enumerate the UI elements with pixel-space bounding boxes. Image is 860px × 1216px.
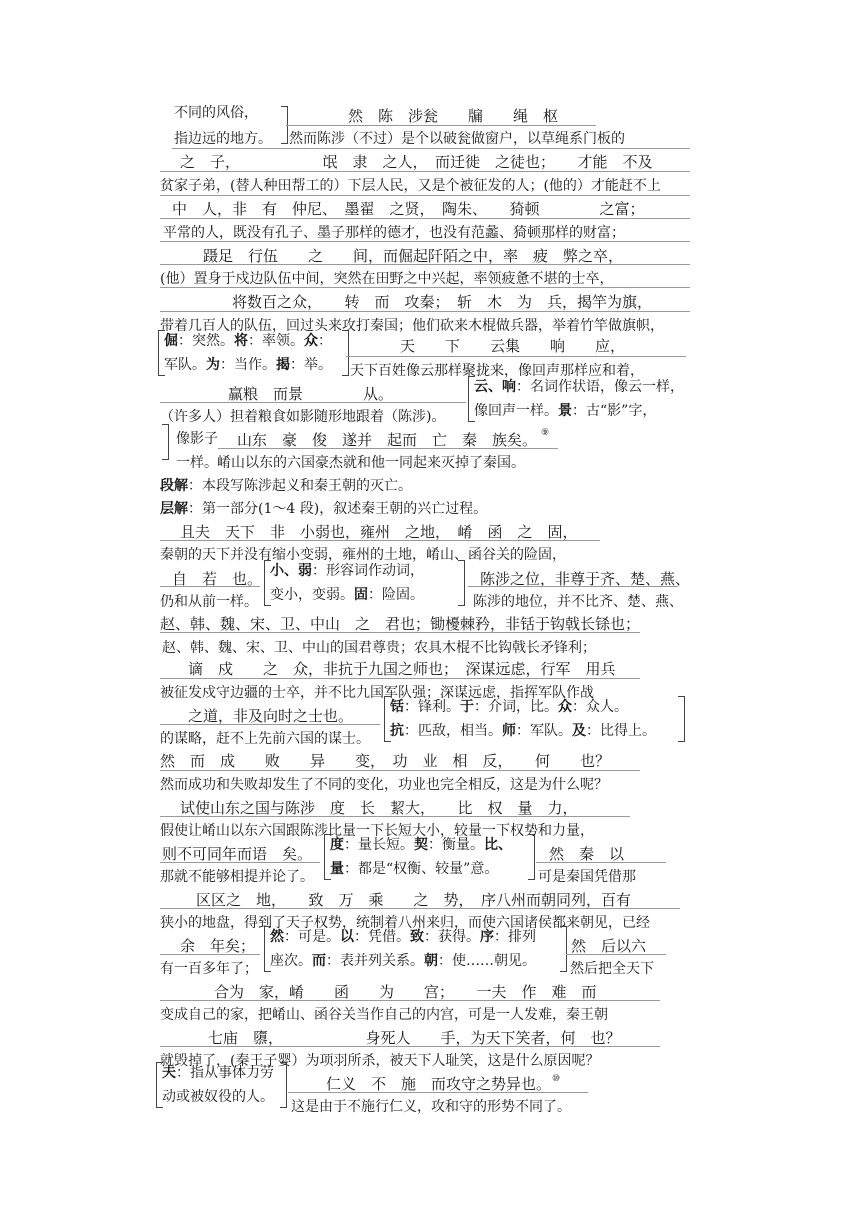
original-text-line: 山东 豪 俊 遂并 起而 亡 秦 族矣。: [237, 431, 538, 449]
translation-line: 层解：第一部分(1～4 段)，叙述秦王朝的兴亡过程。: [160, 501, 488, 517]
note-bracket: [468, 376, 475, 422]
rule: [160, 724, 380, 725]
rule: [160, 402, 466, 403]
annotation-note: 小、弱：形容词作动词，: [270, 563, 424, 579]
note-bracket: [384, 696, 391, 742]
annotation-note: 军队。为：当作。揭：举。: [164, 357, 332, 373]
rule: [286, 125, 596, 126]
translation-line: (他）置身于戍边队伍中间，突然在田野之中兴起，率领疲惫不堪的士卒，: [160, 271, 614, 287]
original-text-line: 合为 家，崤 函 为 宫； 一夫 作 难 而: [214, 983, 597, 1001]
annotation-note: 倔：突然。将：率领。众：: [164, 333, 332, 349]
rule: [160, 218, 690, 219]
annotation-note: 动或被奴役的人。: [162, 1089, 274, 1105]
annotation-note: 抗：匹敌，相当。师：军队。及：比得上。: [390, 723, 656, 739]
translation-line: 像影子: [176, 431, 218, 447]
translation-line: 有一百多年了；: [160, 961, 258, 977]
rule: [160, 264, 690, 265]
rule: [288, 1092, 588, 1093]
translation-line: 带着几百人的队伍，回过头来攻打秦国；他们砍来木棍做兵器，举着竹竿做旗帜，: [160, 318, 664, 334]
translation-line: 陈涉的地位，并不比齐、楚、燕、: [473, 594, 683, 610]
annotation-note: 然：可是。以：凭借。致：获得。序：排列: [270, 929, 536, 945]
original-text-line: 之道，非及向时之士也。: [188, 707, 354, 725]
rule: [172, 148, 690, 149]
translation-line: 天下百姓像云那样聚拢来，像回声那样应和着，: [350, 363, 644, 379]
original-text-line: 之 子， 氓 隶 之人， 而迁徙 之徒也； 才能 不及: [180, 153, 653, 171]
translation-line: 狭小的地盘，得到了天子权势，统制着八州来归，而使六国诸侯都来朝见，已经: [160, 915, 650, 931]
original-text-line: 赢粮 而景 从。: [228, 385, 394, 403]
translation-line: 平常的人，既没有孔子、墨子那样的德才，也没有范蠡、猗顿那样的财富；: [163, 225, 625, 241]
note-bracket: [678, 696, 685, 742]
original-text-line: 试使山东之国与陈涉 度 长 絜大， 比 权 量 力，: [180, 799, 578, 817]
translation-line: 那就不能够相提并论了。: [160, 869, 314, 885]
note-bracket: [162, 424, 169, 460]
original-text-line: 中 人，非 有 仲尼、 墨翟 之贤， 陶朱、 猗顿 之富；: [172, 200, 645, 218]
note-bracket: [264, 926, 271, 972]
annotation-note: 像回声一样。景：古“影”字，: [474, 403, 657, 419]
translation-line: 仍和从前一样。: [160, 594, 258, 610]
annotation-note: 云、响：名词作状语，像云一样，: [474, 379, 684, 395]
annotation-note: 铦：锋利。于：介词，比。众：众人。: [390, 699, 628, 715]
original-text-line: 陈涉之位，非尊于齐、楚、燕、: [480, 570, 691, 588]
original-text-line: 仁义 不 施 而攻守之势异也。: [326, 1075, 552, 1093]
original-text-line: 然 陈 涉瓮 牖 绳 枢: [348, 107, 559, 125]
translation-line: 假使让崤山以东六国跟陈涉比量一下长短大小，较量一下权势和力量，: [160, 823, 594, 839]
rule: [346, 356, 686, 357]
rule: [160, 816, 630, 817]
rule: [160, 241, 690, 242]
rule: [160, 540, 600, 541]
translation-line: 一样。: [176, 455, 218, 471]
footnote-marker: ⑨: [541, 428, 550, 438]
original-text-line: 然 而 成 败 异 变， 功 业 相 反， 何 也？: [160, 752, 611, 770]
original-text-line: 天 下 云集 响 应，: [400, 337, 626, 355]
note-bracket: [458, 560, 465, 606]
rule: [160, 632, 640, 633]
rule: [468, 586, 678, 587]
annotation-note: 度：量长短。契：衡量。比、: [330, 837, 512, 853]
rule: [160, 908, 680, 909]
original-text-line: 赵、韩、魏、宋、卫、中山 之 君也；锄櫌棘矜，非铦于钩戟长铩也；: [160, 615, 641, 633]
rule: [160, 586, 260, 587]
rule: [218, 448, 558, 449]
translation-line: 然后把全天下: [570, 961, 654, 977]
note-bracket: [324, 834, 331, 880]
rule: [160, 954, 260, 955]
rule: [160, 171, 690, 172]
translation-line: 可是秦国凭借那: [538, 869, 636, 885]
note-bracket: [528, 834, 535, 880]
note-bracket: [280, 1062, 287, 1108]
note-bracket: [342, 330, 349, 376]
original-text-line: 且夫 天下 非 小弱也，雍州 之地， 崤 函 之 固，: [180, 523, 578, 541]
original-text-line: 区区之 地， 致 万 乘 之 势， 序八州而朝同列，百有: [196, 891, 632, 909]
translation-line: 变成自己的家，把崤山、函谷关当作自己的内宫，可是一人发难，秦王朝: [160, 1007, 608, 1023]
original-text-line: 然 秦 以: [549, 845, 625, 863]
rule: [160, 311, 690, 312]
rule: [536, 862, 666, 863]
footnote-marker: ⑩: [552, 1074, 561, 1084]
rule: [566, 954, 666, 955]
translation-line: 然而成功和失败却发生了不同的变化，功业也完全相反，这是为什么呢？: [160, 777, 608, 793]
translation-line: 贫家子弟，(替人种田帮工的）下层人民，又是个被征发的人；(他的）才能赶不上: [160, 178, 661, 194]
note-bracket: [156, 1062, 163, 1108]
translation-line: 指边远的地方。: [174, 131, 272, 147]
rule: [160, 862, 320, 863]
annotation-note: 量：都是“权衡、较量”意。: [330, 861, 499, 877]
annotation-note: 变小，变弱。固：险固。: [270, 587, 424, 603]
note-bracket: [158, 330, 165, 376]
original-text-line: 谪 戍 之 众，非抗于九国之师也； 深谋远虑，行军 用兵: [188, 660, 616, 678]
rule: [160, 770, 640, 771]
translation-line: 赵、韩、魏、宋、卫、中山的国君尊贵；农具木棍不比钩戟长矛锋利；: [162, 640, 596, 656]
translation-line: 这是由于不施行仁义，攻和守的形势不同了。: [291, 1099, 571, 1115]
translation-line: 的谋略，赶不上先前六国的谋士。: [160, 731, 370, 747]
original-text-line: 将数百之众， 转 而 攻秦； 斩 木 为 兵，揭竿为旗，: [232, 293, 653, 311]
original-text-line: 七庙 隳， 身死人 手，为天下笑者，何 也？: [208, 1029, 621, 1047]
rule: [160, 678, 640, 679]
original-text-line: 蹑足 行伍 之 间，而倔起阡陌之中，率 疲 弊之卒，: [203, 247, 624, 265]
note-bracket: [560, 926, 567, 972]
translation-line: 被征发戍守边疆的士卒，并不比九国军队强；深谋远虑，指挥军队作战: [160, 685, 594, 701]
translation-line: 崤山以东的六国豪杰就和他一同起来灭掉了秦国。: [217, 455, 525, 471]
annotation-note: 座次。而：表并列关系。朝：使……朝见。: [270, 953, 536, 969]
rule: [160, 287, 690, 288]
translation-line: 不同的风俗，: [174, 105, 258, 121]
note-bracket: [264, 560, 271, 606]
rule: [160, 1000, 660, 1001]
original-text-line: 然 后以六: [571, 937, 647, 955]
translation-line: 就毁掉了，(秦王子婴）为项羽所杀，被天下人耻笑，这是什么原因呢？: [160, 1053, 600, 1069]
rule: [160, 195, 690, 196]
translation-line: 秦朝的天下并没有缩小变弱，雍州的土地，崤山、函谷关的险固，: [160, 547, 566, 563]
translation-line: （许多人）担着粮食如影随形地跟着（陈涉)。: [160, 409, 446, 425]
original-text-line: 自 若 也。: [172, 570, 263, 588]
translation-line: 然而陈涉（不过）是个以破瓮做窗户，以草绳系门板的: [289, 131, 625, 147]
original-text-line: 余 年矣；: [180, 937, 256, 955]
original-text-line: 则不可同年而语 矣。: [162, 845, 313, 863]
rule: [160, 1046, 660, 1047]
translation-line: 段解：本段写陈涉起义和秦王朝的灭亡。: [160, 478, 412, 494]
annotation-note: 夫：指从事体力劳: [162, 1065, 274, 1081]
